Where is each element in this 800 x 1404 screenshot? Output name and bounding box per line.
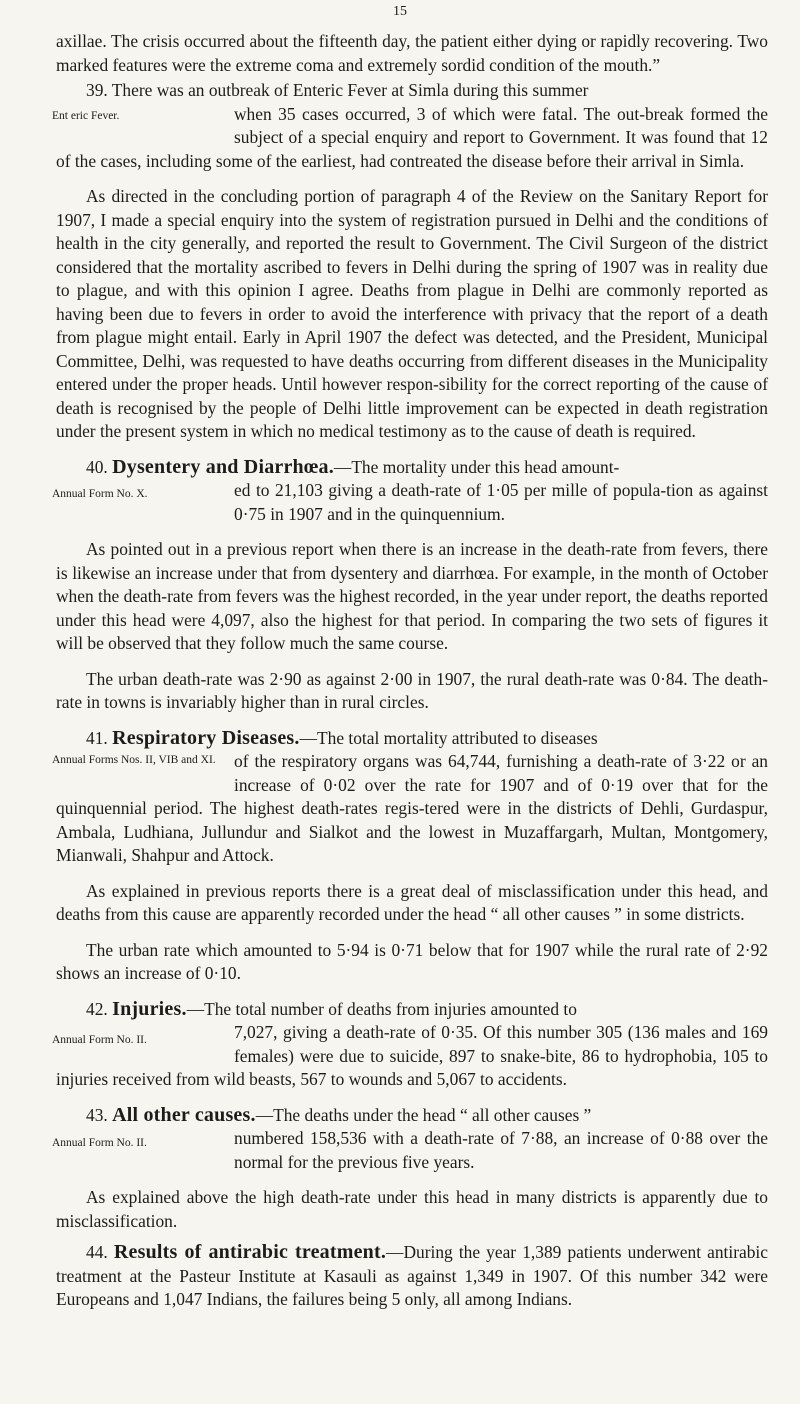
section-43-paragraph-2: As explained above the high death-rate under this head in many districts is apparently due to misclassification. [56, 1187, 768, 1231]
section-39-text: when 35 cases occurred, 3 of which were fatal. The out-break formed the subject of a special enquiry and report to Government. It was found that 12 of the cases, including some of the earliest, had contreated the disease before their arrival in Simla. [56, 103, 768, 171]
section-42-margin-note: Annual Form No. II. [52, 1033, 147, 1046]
section-40-margin-note: Annual Form No. X. [52, 487, 148, 500]
section-43-number: 43. [86, 1104, 108, 1125]
section-39-lead [56, 79, 768, 103]
section-43-heading: All other causes. [112, 1103, 256, 1126]
section-44 [56, 1241, 768, 1312]
section-41-paragraph-3: The urban rate which amounted to 5·94 is 0·71 below that for 1907 while the rural rate of 2·92 shows an increase of 0·10. [56, 939, 768, 983]
page-body [52, 30, 768, 1312]
section-41-paragraph-2: As explained in previous reports there is a great deal of misclassification under this head, and deaths from this cause are apparently recorded under the head “ all other causes ” in some districts. [56, 880, 768, 924]
section-39-margin-note: Ent eric Fever. [52, 110, 120, 122]
section-43-lead [56, 1104, 768, 1128]
section-44-heading: Results of antirabic treatment. [113, 1241, 387, 1263]
section-44-text-block [56, 1241, 768, 1312]
intro-paragraph: axillae. The crisis occurred about the fifteenth day, the patient either dying or rapidly recovering. Two marked features were the extreme coma and extremely sordid condition of the mouth.” [56, 31, 768, 75]
section-43-lead-text: —The deaths under the head “ all other causes ” [255, 1104, 592, 1125]
section-40 [52, 455, 768, 715]
section-41-lead [56, 727, 768, 751]
section-40-text: ed to 21,103 giving a death-rate of 1·05 per mille of popula-tion as against 0·75 in 1907 and in the quinquennium. [234, 480, 768, 524]
section-44-text: —During the year 1,389 patients underwent antirabic treatment at the Pasteur Institute at Kasauli as against 1,349 in 1907. Of this number 342 were Europeans and 1,047 Indians, the failures being 5 only, all among Indians. [56, 1242, 768, 1309]
section-42-heading: Injuries. [112, 997, 187, 1020]
section-39-number: 39. [86, 80, 108, 100]
section-40-paragraph-2: As pointed out in a previous report when there is an increase in the death-rate from fevers, there is likewise an increase under that from dysentery and diarrhœa. For example, in the month of October when the death-rate from fevers was the highest recorded, in the year under report, the deaths reported under this head were 4,097, also the highest for that period. In comparing the two sets of figures it will be observed that they follow much the same course. [56, 539, 768, 653]
section-40-paragraph-3: The urban death-rate was 2·90 as against 2·00 in 1907, the rural death-rate was 0·84. The death-rate in towns is invariably higher than in rural circles. [56, 668, 768, 712]
section-42-number: 42. [86, 998, 108, 1019]
section-42 [52, 997, 768, 1092]
section-40-heading: Dysentery and Diarrhœa. [112, 455, 334, 478]
section-44-number: 44. [86, 1242, 108, 1262]
section-43 [52, 1103, 768, 1234]
section-42-lead-text: —The total number of deaths from injuries amounted to [186, 998, 577, 1019]
section-41-margin-note: Annual Forms Nos. II, VIB and XI. [52, 753, 216, 766]
section-40-lead [56, 456, 768, 480]
section-42-lead [56, 998, 768, 1022]
section-39 [52, 79, 768, 444]
section-41 [52, 726, 768, 986]
section-41-number: 41. [86, 727, 108, 748]
section-40-number: 40. [86, 456, 108, 477]
section-39-paragraph-2: As directed in the concluding portion of paragraph 4 of the Review on the Sanitary Report for 1907, I made a special enquiry into the system of registration pursued in Delhi and the conditions of health in the city generally, and reported the result to Government. The Civil Surgeon of the district considered that the mortality ascribed to fevers in Delhi during the spring of 1907 was in reality due to plague, and with this opinion I agree. Deaths from plague in Delhi are commonly reported as having been due to fevers in order to avoid the interference with privacy that the report of a death from plague might entail. Early in April 1907 the defect was detected, and the President, Municipal Committee, Delhi, was requested to have deaths occurring from different diseases in the Municipality entered under the proper heads. Until however respon-sibility for the correct reporting of the cause of death is recognised by the people of Delhi little improvement can be expected in death registration under the present system in which no medical testimony as to the cause of death is required. [56, 186, 768, 441]
section-40-margin-space [56, 479, 234, 523]
section-40-lead-text: —The mortality under this head amount- [333, 456, 620, 477]
page-number: 15 [393, 4, 407, 19]
section-41-text: of the respiratory organs was 64,744, furnishing a death-rate of 3·22 or an increase of 0·02 over the rate for 1907 and of 0·19 over that for the quinquennial period. The highest death-rates regis-tered were in the districts of Dehli, Gurdaspur, Ambala, Ludhiana, Jullundur and Sialkot and the lowest in Muzaffargarh, Multan, Montgomery, Mianwali, Shahpur and Attock. [56, 751, 768, 865]
section-41-heading: Respiratory Diseases. [112, 726, 300, 749]
section-43-margin-note: Annual Form No. II. [52, 1136, 147, 1149]
section-42-text: 7,027, giving a death-rate of 0·35. Of this number 305 (136 males and 169 females) were due to suicide, 897 to snake-bite, 86 to hydrophobia, 105 to injuries received from wild beasts, 567 to wounds and 5,067 to accidents. [56, 1022, 768, 1089]
section-41-lead-text: —The total mortality attributed to diseases [299, 727, 598, 748]
section-43-text: numbered 158,536 with a death-rate of 7·88, an increase of 0·88 over the normal for the previous five years. [234, 1128, 768, 1172]
section-39-lead-text: There was an outbreak of Enteric Fever at Simla during this summer [111, 80, 589, 100]
